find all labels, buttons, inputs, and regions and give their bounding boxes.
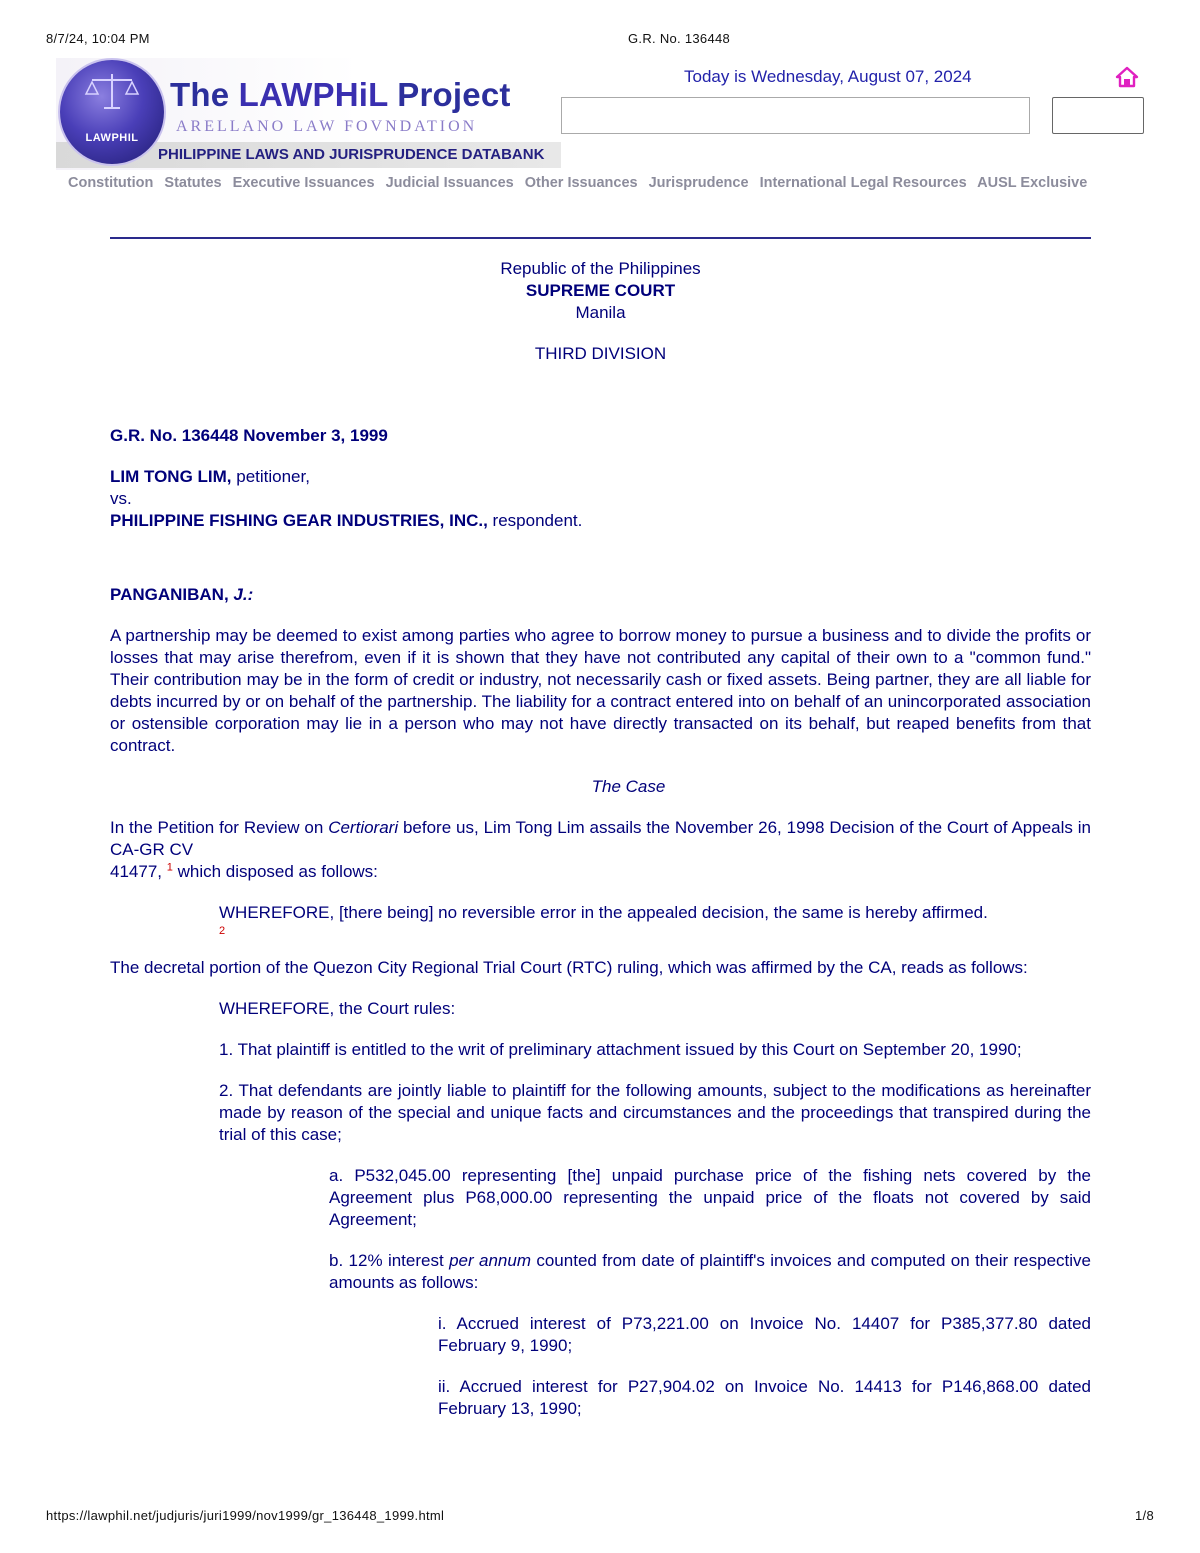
ponente [110,584,1091,606]
print-footer-url: https://lawphil.net/judjuris/juri1999/nov1999/gr_136448_1999.html [46,1508,445,1523]
petitioner-role: petitioner, [231,467,310,486]
respondent-name: PHILIPPINE FISHING GEAR INDUSTRIES, INC., [110,511,488,530]
nav-constitution[interactable]: Constitution [68,175,154,191]
item-b-per-annum: per annum [449,1251,531,1270]
court-name: SUPREME COURT [525,281,676,300]
decision-document [110,258,1091,1420]
nav-other-issuances[interactable]: Other Issuances [524,175,638,191]
quote-item-2: 2. That defendants are jointly liable to plaintiff for the following amounts, subject to the modifications as hereinafter made by reason of the special and unique facts and circumstances and the proceedings that transpired during the trial of this case; [219,1081,1091,1144]
court-caption [110,258,1091,324]
site-banner[interactable] [56,58,561,170]
footnote-1-link[interactable]: 1 [166,861,173,874]
quote-item-a: a. P532,045.00 representing [the] unpaid purchase price of the fishing nets covered by the Agreement plus P68,000.00 representing the unpaid price of the floats not covered by said Agreement; [329,1166,1091,1229]
republic-line: Republic of the Philippines [500,259,701,278]
main-nav [68,175,1094,191]
respondent-role: respondent. [487,511,583,530]
para2-text-d: which disposed as follows: [172,862,378,881]
section-heading-the-case [166,776,1091,798]
nav-statutes[interactable]: Statutes [164,175,222,191]
databank-label: PHILIPPINE LAWS AND JURISPRUDENCE DATABANK [158,146,545,163]
footnote-2-row [219,924,1091,938]
quote-item-i: i. Accrued interest of P73,221.00 on Invoice No. 14407 for P385,377.80 dated February 9, 1990; [438,1314,1091,1355]
footnote-2-link[interactable]: 2 [219,925,226,937]
case-heading-text: The Case [591,777,666,796]
brand-title [170,76,511,114]
brand-subtitle: ARELLANO LAW FOVNDATION [176,118,478,135]
today-date: Today is Wednesday, August 07, 2024 [684,67,972,86]
nav-international-legal-resources[interactable]: International Legal Resources [759,175,967,191]
search-input[interactable] [561,97,1030,134]
petitioner-name: LIM TONG LIM, [110,467,232,486]
case-number: G.R. No. 136448 November 3, 1999 [110,426,388,445]
para2-certiorari: Certiorari [328,818,399,837]
header-divider [110,237,1091,239]
quote-ca-decision [219,902,1091,938]
brand-title-pre: The [170,76,239,113]
parties [110,466,1091,532]
respondent-line [110,510,1091,532]
quote-item-1: 1. That plaintiff is entitled to the writ of preliminary attachment issued by this Court on September 20, 1990; [219,1040,1022,1059]
para2-text-c: 41477, [110,862,167,881]
paragraph-2-body [110,817,1091,861]
print-footer-page: 1/8 [1135,1508,1154,1523]
paragraph-1: A partnership may be deemed to exist among parties who agree to borrow money to pursue a business and to divide the profits or losses that may arise therefrom, even if it is shown that they have not contributed any capital of their own to a "common fund." Their contribution may be in the form of credit or industry, not necessarily cash or fixed assets. Being partner, they are all liable for debts incurred by or on behalf of the partnership. The liability for a contract entered into on behalf of an unincorporated association or ostensible corporation may lie in a person who may not have directly transacted on its behalf, but reaped benefits from that contract. [110,626,1091,755]
search-button[interactable] [1052,97,1144,134]
print-header-date: 8/7/24, 10:04 PM [46,31,150,46]
quote-1-text: WHEREFORE, [there being] no reversible error in the appealed decision, the same is hereby affirmed. [219,903,988,922]
nav-ausl-exclusive[interactable]: AUSL Exclusive [977,175,1088,191]
para2-text-a: In the Petition for Review on [110,818,329,837]
home-icon[interactable] [1115,66,1139,88]
nav-executive-issuances[interactable]: Executive Issuances [232,175,375,191]
nav-judicial-issuances[interactable]: Judicial Issuances [385,175,514,191]
nav-jurisprudence[interactable]: Jurisprudence [648,175,749,191]
seal-label: LAWPHIL [85,132,139,144]
brand-title-name: LAWPHiL [238,76,388,113]
ponente-title: J.: [233,585,254,604]
quote-wherefore: WHEREFORE, the Court rules: [219,999,456,1018]
item-b-pre: b. 12% interest [329,1251,450,1270]
petitioner-line [110,466,1091,488]
division: THIRD DIVISION [534,344,667,363]
scales-of-justice-icon [82,70,142,114]
print-header-title: G.R. No. 136448 [628,31,731,46]
para2-text-b: before us, Lim Tong Lim assails the November 26, 1998 Decision of the Court of Appeals in CA-GR CV [110,818,1091,859]
paragraph-2 [110,817,1091,883]
ponente-name: PANGANIBAN, [110,585,234,604]
quote-item-ii: ii. Accrued interest for P27,904.02 on Invoice No. 14413 for P146,868.00 dated February 13, 1990; [438,1377,1091,1418]
lawphil-seal-logo [60,60,164,164]
court-city: Manila [575,303,626,322]
paragraph-2-tail [110,861,1091,883]
quote-item-b [329,1250,1091,1294]
item-b-post: counted from date of plaintiff's invoices and computed on their respective amounts as follows: [329,1251,1091,1292]
paragraph-3: The decretal portion of the Quezon City Regional Trial Court (RTC) ruling, which was affirmed by the CA, reads as follows: [110,958,1028,977]
brand-title-post: Project [387,76,511,113]
versus: vs. [110,489,132,508]
